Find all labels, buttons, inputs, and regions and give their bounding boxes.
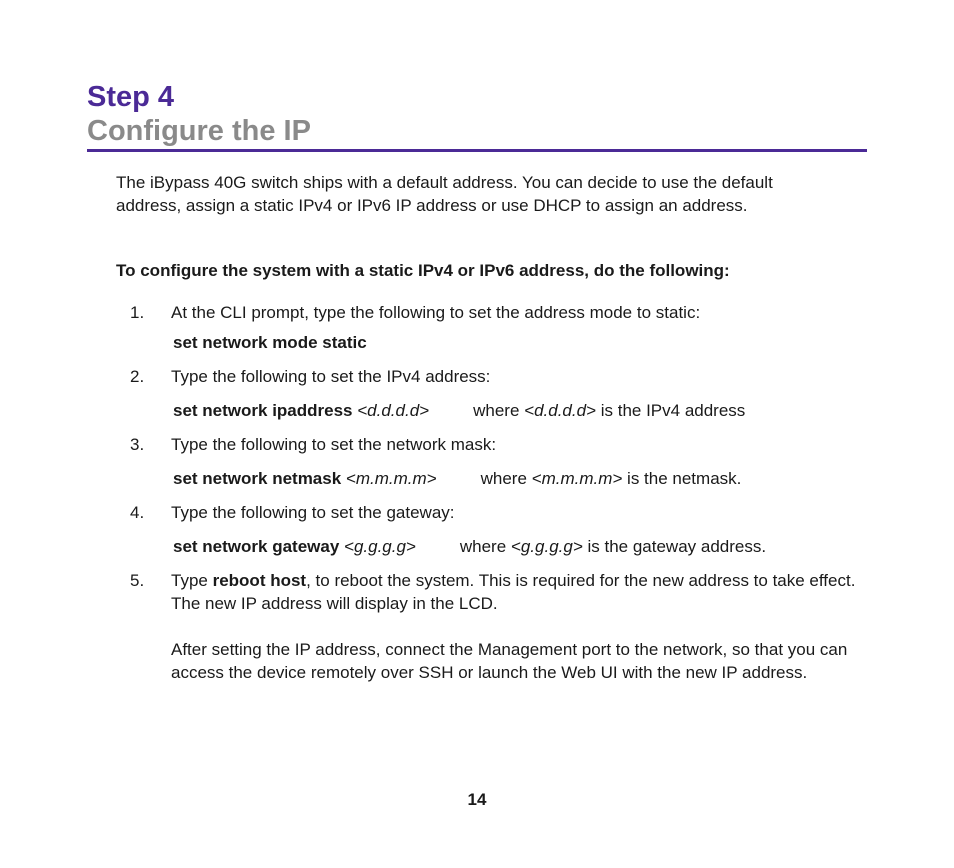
step-number: 4.: [130, 503, 145, 522]
step-text: Type the following to set the IPv4 address:: [171, 367, 491, 386]
command-arg: <g.g.g.g>: [344, 537, 416, 556]
section-heading: [87, 80, 867, 148]
heading-divider: [87, 149, 867, 152]
command: set network netmask: [173, 469, 342, 488]
step-number: 1.: [130, 303, 145, 322]
command: set network mode static: [173, 333, 367, 352]
where-arg: <d.d.d.d>: [524, 401, 596, 420]
step-number: 2.: [130, 367, 145, 386]
where-word: where: [480, 469, 527, 488]
command-arg: <d.d.d.d>: [357, 401, 430, 420]
where-word: where: [459, 537, 507, 556]
intro-paragraph: The iBypass 40G switch ships with a default address. You can decide to use the default address, assign a static IPv4 or IPv6 IP address or use DHCP to assign an address.: [116, 173, 773, 215]
where-note: is the IPv4 address: [600, 401, 746, 420]
where-arg: <m.m.m.m>: [531, 469, 623, 488]
command: reboot host: [212, 571, 307, 590]
where-word: where: [473, 401, 520, 420]
procedure-lead: To configure the system with a static IPv4 or IPv6 address, do the following:: [116, 261, 730, 280]
where-arg: <g.g.g.g>: [510, 537, 583, 556]
where-note: is the gateway address.: [587, 537, 767, 556]
step-title: Configure the IP: [87, 115, 311, 147]
step-label: Step 4: [87, 81, 175, 113]
step-number: 3.: [130, 435, 145, 454]
command-line: [173, 399, 745, 422]
step-text: Type the following to set the network mask:: [171, 435, 497, 454]
step-prefix: Type: [171, 571, 208, 590]
command-line: [173, 467, 741, 490]
after-paragraph: After setting the IP address, connect the Management port to the network, so that you can access the device remotely over SSH or launch the Web UI with the new IP address.: [171, 640, 848, 682]
page-number: 14: [467, 790, 487, 809]
where-note: is the netmask.: [627, 469, 742, 488]
step-number: 5.: [130, 571, 145, 590]
command: set network gateway: [173, 537, 340, 556]
step-text: At the CLI prompt, type the following to set the address mode to static:: [171, 303, 701, 322]
command-arg: <m.m.m.m>: [345, 469, 437, 488]
step-suffix: , to reboot the system. This is required for the new address to take effect. The new IP address will display in the LCD.: [171, 571, 856, 613]
step-text: [171, 569, 861, 615]
command: set network ipaddress: [173, 401, 353, 420]
command-line: [173, 331, 367, 354]
step-text: Type the following to set the gateway:: [171, 503, 455, 522]
command-line: [173, 535, 766, 558]
